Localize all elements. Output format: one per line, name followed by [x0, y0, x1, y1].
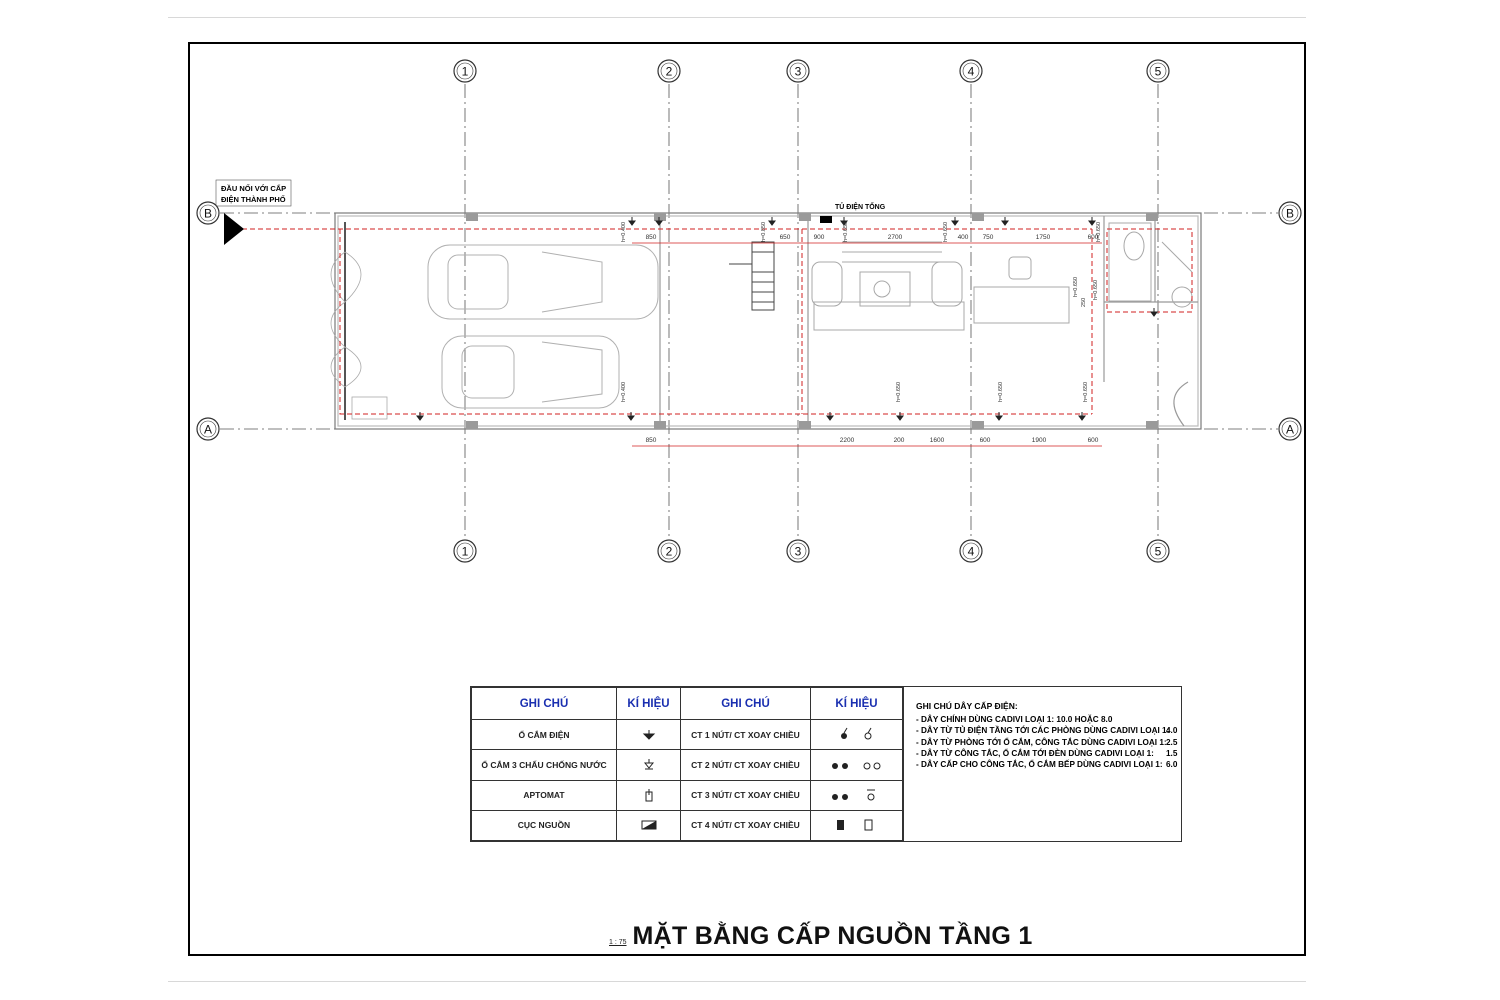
svg-text:B: B: [203, 206, 213, 221]
legend-item: Ổ CẮM 3 CHẤU CHỐNG NƯỚC: [472, 750, 617, 780]
svg-text:4: 4: [967, 544, 975, 559]
svg-text:2: 2: [665, 64, 673, 79]
svg-text:5: 5: [1154, 544, 1162, 559]
svg-text:2: 2: [665, 544, 673, 559]
dimension-label: 2200: [839, 437, 855, 444]
dimension-label: 850: [645, 437, 657, 444]
svg-text:1: 1: [461, 64, 469, 79]
dimension-label: 200: [893, 437, 905, 444]
wiring-notes: [903, 687, 1181, 841]
legend-item: APTOMAT: [472, 780, 617, 810]
height-label: h=0.400: [621, 381, 627, 402]
grid-bubble-col: [960, 540, 982, 562]
top-rule: [168, 17, 1306, 18]
connection-label-line1: ĐẦU NỐI VỚI CẤP: [221, 184, 287, 193]
height-label: h=0.650: [1083, 381, 1089, 402]
drawing-title: MẶT BẰNG CẤP NGUỒN TẦNG 1: [632, 922, 1033, 950]
outlet-symbol: [827, 412, 833, 420]
height-label: h=0.650: [896, 381, 902, 402]
connection-label-line2: ĐIỆN THÀNH PHỐ: [221, 195, 286, 204]
main-panel-label: TỦ ĐIỆN TỔNG: [835, 204, 886, 211]
height-label: h=0.650: [998, 381, 1004, 402]
bottom-rule: [168, 981, 1306, 982]
grid-bubble-col: [658, 540, 680, 562]
grid-bubble-col: [1147, 540, 1169, 562]
legend-item: CT 2 NÚT/ CT XOAY CHIỀU: [681, 750, 811, 780]
dimension-label: 600: [979, 437, 991, 444]
svg-text:3: 3: [794, 64, 802, 79]
grid-bubble-col: [960, 60, 982, 82]
dimension-label: 850: [645, 234, 657, 241]
outlet-symbol: [417, 412, 423, 420]
svg-text:A: A: [203, 422, 213, 437]
legend-item: CT 4 NÚT/ CT XOAY CHIỀU: [681, 810, 811, 840]
dimension-label: 1750: [1035, 234, 1051, 241]
outlet-symbol: [629, 217, 635, 225]
waterproof-outlet-icon: [617, 750, 681, 780]
drawing-scale: 1 : 75: [609, 939, 627, 946]
legend-item: CỤC NGUỒN: [472, 810, 617, 840]
legend-header-row: [472, 688, 903, 720]
main-panel-icon: [820, 216, 832, 223]
wiring-notes-title: GHI CHÚ DÂY CẤP ĐIỆN:: [916, 701, 1018, 711]
legend-item: Ổ CẮM ĐIỆN: [472, 720, 617, 750]
switch-3-icon: [811, 780, 903, 810]
legend-header-symbol: KÍ HIỆU: [811, 688, 903, 720]
connection-arrow: [224, 213, 244, 245]
legend-item: CT 3 NÚT/ CT XOAY CHIỀU: [681, 780, 811, 810]
svg-text:4: 4: [967, 64, 975, 79]
height-label: h=0.650: [1093, 279, 1099, 300]
garage-doors: [331, 252, 387, 419]
wiring-note: - DÂY CHÍNH DÙNG CADIVI LOẠI 1: 10.0 HOẶC 8.0: [916, 715, 1113, 724]
height-label: 250: [1081, 297, 1087, 307]
legend-header-symbol: KÍ HIỆU: [617, 688, 681, 720]
dimension-label: 900: [813, 234, 825, 241]
switch-4-icon: [811, 810, 903, 840]
wiring-note: - DÂY TỪ CÔNG TẮC, Ổ CẮM TỚI ĐÈN DÙNG CADIVI LOẠI 1: 1.5: [916, 748, 1178, 758]
top-dimensions: [621, 222, 1102, 402]
grid-bubble-row: [197, 202, 219, 224]
living-room-furniture: [812, 223, 1192, 330]
height-label: h=0.650: [843, 221, 849, 242]
grid-bubble-col: [1147, 60, 1169, 82]
height-label: h=0.650: [943, 221, 949, 242]
height-label: h=0.650: [1096, 221, 1102, 242]
circuit-breaker-icon: [617, 780, 681, 810]
switch-1-icon: [811, 720, 903, 750]
dimension-label: 1900: [1031, 437, 1047, 444]
outlet-symbol: [952, 217, 958, 225]
legend-row: [472, 720, 903, 750]
grid-bubble-col: [454, 540, 476, 562]
legend-row: [472, 780, 903, 810]
switch-2-icon: [811, 750, 903, 780]
outlet-icon: [617, 720, 681, 750]
wiring-note: - DÂY TỪ PHÒNG TỚI Ổ CẮM, CÔNG TẮC DÙNG CADIVI LOẠI 1: 2.5: [916, 737, 1178, 747]
height-label: h=0.400: [621, 221, 627, 242]
legend-panel: [470, 686, 1182, 842]
dimension-label: 600: [1087, 234, 1099, 241]
wiring-note: - DÂY CẤP CHO CÔNG TẮC, Ổ CẮM BẾP DÙNG CADIVI LOẠI 1: 6.0: [916, 760, 1178, 770]
outlet-symbol: [1089, 217, 1095, 225]
outlet-symbol: [1151, 308, 1157, 316]
svg-text:B: B: [1285, 206, 1295, 221]
grid-bubble-row: [197, 418, 219, 440]
power-wiring: [242, 229, 1192, 414]
outlet-symbol: [996, 412, 1002, 420]
svg-text:5: 5: [1154, 64, 1162, 79]
legend-item: CT 1 NÚT/ CT XOAY CHIỀU: [681, 720, 811, 750]
power-source-icon: [617, 810, 681, 840]
legend-row: [472, 750, 903, 780]
dimension-label: 650: [779, 234, 791, 241]
grid-bubble-col: [787, 60, 809, 82]
outlet-symbol: [769, 217, 775, 225]
drawing-title-block: [609, 922, 1033, 951]
outlet-symbol: [897, 412, 903, 420]
grid-bubble-col: [658, 60, 680, 82]
svg-text:3: 3: [794, 544, 802, 559]
height-label: h=0.850: [761, 221, 767, 242]
outlet-symbol: [1002, 217, 1008, 225]
dimension-label: 2700: [887, 234, 903, 241]
dimension-label: 1600: [929, 437, 945, 444]
dimension-label: 750: [982, 234, 994, 241]
dimension-label: 400: [957, 234, 969, 241]
legend-row: [472, 810, 903, 840]
height-label: h=0.650: [1073, 276, 1079, 297]
grid-bubble-row: [1279, 418, 1301, 440]
legend-header-note: GHI CHÚ: [472, 688, 617, 720]
svg-text:A: A: [1285, 422, 1295, 437]
outlet-symbol: [628, 412, 634, 420]
dimension-label: 600: [1087, 437, 1099, 444]
grid-bubble-col: [454, 60, 476, 82]
outlet-symbol: [1079, 412, 1085, 420]
svg-text:1: 1: [461, 544, 469, 559]
bottom-dimensions: [632, 437, 1102, 446]
grid-bubble-col: [787, 540, 809, 562]
grid-bubble-row: [1279, 202, 1301, 224]
wiring-note: - DÂY TỪ TỦ ĐIỆN TẦNG TỚI CÁC PHÒNG DÙNG CADIVI LOẠI 1: 4.0: [916, 726, 1178, 736]
legend-header-note: GHI CHÚ: [681, 688, 811, 720]
legend-table: [471, 687, 903, 841]
